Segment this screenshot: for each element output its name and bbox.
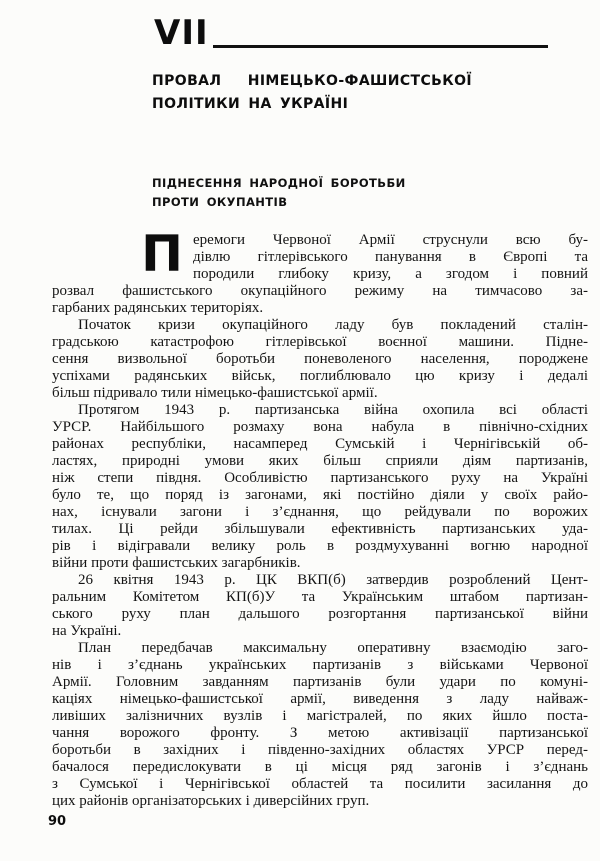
text-line: еремоги Червоної Армії струснули всю бу-	[193, 232, 588, 248]
text-line: боротьби в західних і південно-західних областях УРСР перед-	[52, 742, 588, 758]
section-subtitle-line-1: ПІДНЕСЕННЯ НАРОДНОЇ БОРОТЬБИ	[152, 176, 406, 190]
text-line: ральним Комітетом КП(б)У та Українським штабом партизан-	[52, 589, 588, 605]
text-line: тилах. Ці рейди збільшували ефективність партизанських уда-	[52, 521, 588, 537]
text-line: Армії. Головним завданням партизанів були удари по комуні-	[52, 674, 588, 690]
text-line: чання ворожого фронту. З метою активізації партизанської	[52, 725, 588, 741]
page-number: 90	[48, 814, 67, 829]
text-line: ливіших залізничних вузлів і магістралей, по яких йшло поста-	[52, 708, 588, 724]
text-line: План передбачав максимальну оперативну взаємодію заго-	[78, 640, 588, 656]
body-text	[52, 225, 588, 810]
drop-cap-letter: П	[141, 225, 183, 283]
chapter-title	[152, 70, 472, 116]
chapter-number: VII	[154, 13, 209, 53]
text-line: градською катастрофою гітлерівської воєнної машини. Підне-	[52, 334, 588, 350]
text-line: 26 квітня 1943 р. ЦК ВКП(б) затвердив розроблений Цент-	[78, 572, 588, 588]
paragraph	[52, 640, 588, 810]
text-line: дівлю гітлерівського панування в Європі та	[193, 249, 588, 265]
text-line: Початок кризи окупаційного ладу був покладений сталін-	[78, 317, 588, 333]
chapter-rule	[213, 45, 548, 48]
text-line: гарбаних радянських територіях.	[52, 300, 264, 316]
paragraph	[52, 572, 588, 640]
text-line: породили глибоку кризу, а згодом і повний	[193, 266, 588, 282]
drop-cap	[52, 225, 193, 283]
text-line: було те, що поряд із загонами, які постійно діяли у своїх райо-	[52, 487, 588, 503]
text-line: ського руху план дальшого розгортання партизанської війни	[52, 606, 588, 622]
chapter-title-word-2: НІМЕЦЬКО-ФАШИСТСЬКОЇ	[247, 73, 472, 89]
text-line: нів і з’єднань українських партизанів з військами Червоної	[52, 657, 588, 673]
text-line: рів і відігравали велику роль в роздмухуванні вогню народної	[52, 538, 588, 554]
chapter-title-line-2: ПОЛІТИКИ НА УКРАЇНІ	[152, 96, 349, 112]
section-subtitle	[152, 174, 406, 212]
text-line: нах, існували загони і з’єднання, що рейдували по ворожих	[52, 504, 588, 520]
text-line: бачалося передислокувати в ці місця ряд загонів і з’єднань	[52, 759, 588, 775]
chapter-title-line-1	[152, 70, 472, 93]
text-line: ніж степи півдня. Особливістю партизанського руху на Україні	[52, 470, 588, 486]
text-line: розвал фашистського окупаційного режиму на тимчасово за-	[52, 283, 588, 299]
text-line: Протягом 1943 р. партизанська війна охопила всі області	[78, 402, 588, 418]
paragraph	[52, 402, 588, 572]
text-line: каціях німецько-фашистської армії, виведення з ладу найваж-	[52, 691, 588, 707]
text-line: більш підривало тили німецько-фашистської армії.	[52, 385, 378, 401]
text-line: на Україні.	[52, 623, 122, 639]
text-line: УРСР. Найбільшого розмаху вона набула в північно-східних	[52, 419, 588, 435]
text-line: сення визвольної боротьби поневоленого населення, породжене	[52, 351, 588, 367]
text-line: цих районів організаторських і диверсійних груп.	[52, 793, 370, 809]
text-line: з Сумської і Чернігівської областей та посилити засилання до	[52, 776, 588, 792]
paragraph	[52, 317, 588, 402]
paragraph	[52, 225, 588, 317]
text-line: війни проти фашистських загарбників.	[52, 555, 301, 571]
text-line: успіхами радянських військ, поглиблювало цю кризу і дедалі	[52, 368, 588, 384]
text-line: районах республіки, насамперед Сумській і Чернігівській об-	[52, 436, 588, 452]
text-line: ластях, природні умови яких більш сприяли діям партизанів,	[52, 453, 588, 469]
section-subtitle-line-2: ПРОТИ ОКУПАНТІВ	[152, 195, 288, 209]
chapter-title-word-1: ПРОВАЛ	[152, 73, 222, 89]
chapter-header	[154, 13, 548, 53]
